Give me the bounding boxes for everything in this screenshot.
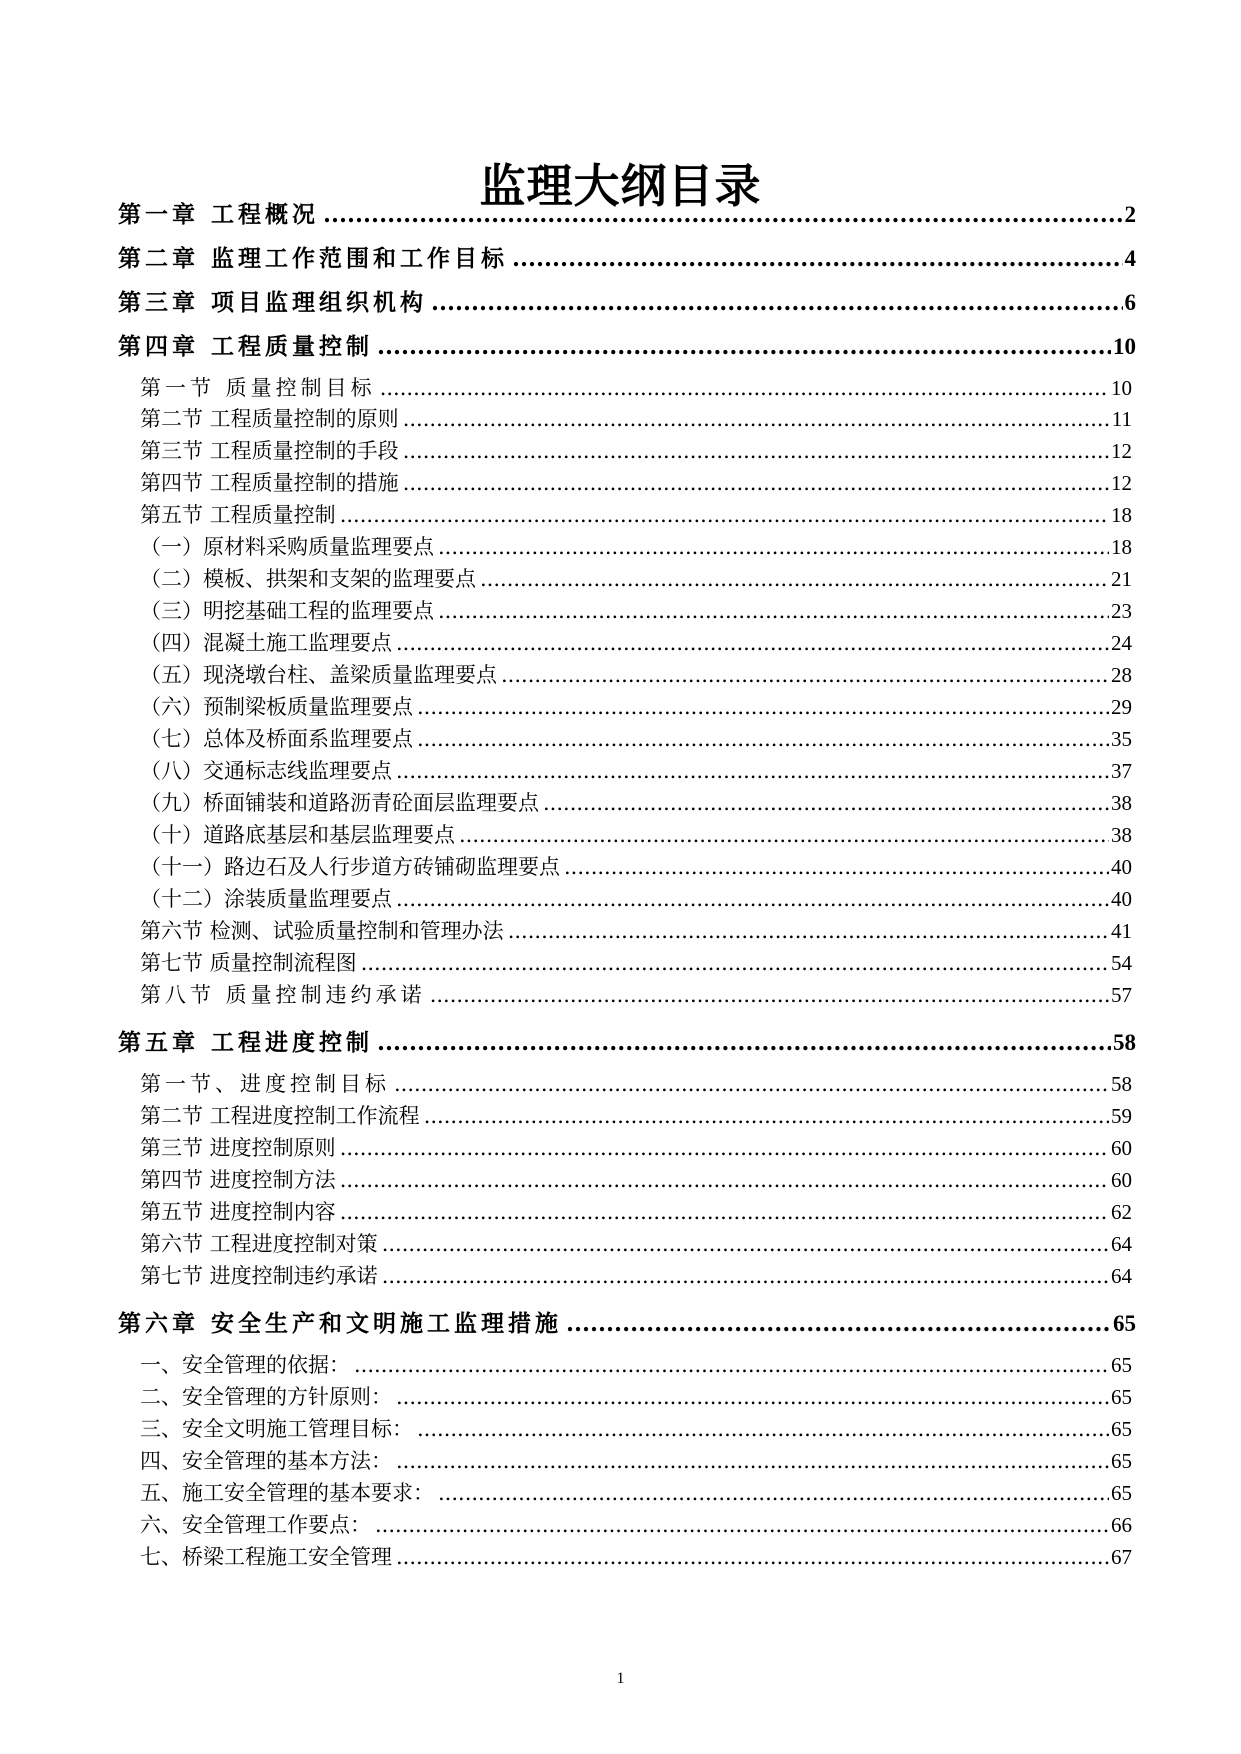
toc-entry-page: 59 xyxy=(1111,1104,1132,1128)
toc-section[interactable] xyxy=(140,947,1132,977)
toc-leader-dots xyxy=(417,1417,1109,1441)
toc-chapter-4[interactable] xyxy=(118,328,1136,361)
toc-leader-dots xyxy=(403,471,1109,495)
toc-section[interactable] xyxy=(140,1509,1132,1539)
toc-section[interactable] xyxy=(140,1381,1132,1411)
toc-leader-dots xyxy=(512,245,1122,272)
toc-entry-label: 四、安全管理的基本方法： xyxy=(140,1449,392,1473)
toc-entry-page: 24 xyxy=(1111,631,1132,655)
toc-entry-page: 65 xyxy=(1113,1311,1136,1336)
toc-entry-label: 第六节 检测、试验质量控制和管理办法 xyxy=(140,919,504,943)
toc-entry-label: 第一节 质量控制目标 xyxy=(140,376,376,400)
toc-section[interactable] xyxy=(140,1413,1132,1443)
toc-entry-page: 38 xyxy=(1111,823,1132,847)
toc-entry-page: 64 xyxy=(1111,1264,1132,1288)
toc-entry-page: 60 xyxy=(1111,1136,1132,1160)
toc-leader-dots xyxy=(564,855,1109,879)
toc-entry-page: 58 xyxy=(1111,1072,1132,1096)
toc-section[interactable] xyxy=(140,1100,1132,1130)
toc-section[interactable] xyxy=(140,467,1132,497)
toc-chapter-3[interactable] xyxy=(118,284,1136,317)
toc-entry-page: 67 xyxy=(1111,1545,1132,1569)
toc-section[interactable] xyxy=(140,1445,1132,1475)
toc-entry-page: 62 xyxy=(1111,1200,1132,1224)
toc-entry-label: 第五章 工程进度控制 xyxy=(118,1029,374,1056)
toc-leader-dots xyxy=(396,1545,1109,1569)
toc-leader-dots xyxy=(396,631,1109,655)
toc-section[interactable] xyxy=(140,499,1132,529)
toc-section[interactable] xyxy=(140,435,1132,465)
toc-entry-page: 28 xyxy=(1111,663,1132,687)
page-number: 1 xyxy=(616,1670,625,1687)
toc-section[interactable] xyxy=(140,1260,1132,1290)
toc-leader-dots xyxy=(340,1168,1109,1192)
toc-entry-label: 第六章 安全生产和文明施工监理措施 xyxy=(118,1310,563,1337)
toc-subsection[interactable] xyxy=(140,595,1132,625)
toc-leader-dots xyxy=(417,727,1109,751)
toc-entry-page: 12 xyxy=(1111,439,1132,463)
toc-entry-page: 4 xyxy=(1124,246,1136,271)
toc-leader-dots xyxy=(438,535,1109,559)
toc-entry-page: 54 xyxy=(1111,951,1132,975)
toc-subsection[interactable] xyxy=(140,531,1132,561)
toc-subsection[interactable] xyxy=(140,787,1132,817)
toc-section[interactable] xyxy=(140,1541,1132,1571)
toc-entry-label: 三、安全文明施工管理目标： xyxy=(140,1417,413,1441)
toc-entry-page: 65 xyxy=(1111,1417,1132,1441)
toc-chapter-2[interactable] xyxy=(118,240,1136,273)
toc-leader-dots xyxy=(403,439,1109,463)
toc-entry-label: 五、施工安全管理的基本要求： xyxy=(140,1481,434,1505)
toc-entry-page: 41 xyxy=(1111,919,1132,943)
toc-entry-page: 6 xyxy=(1124,290,1136,315)
toc-leader-dots xyxy=(340,503,1109,527)
toc-leader-dots xyxy=(382,1232,1109,1256)
toc-subsection[interactable] xyxy=(140,627,1132,657)
toc-section[interactable] xyxy=(140,915,1132,945)
toc-entry-label: 第二章 监理工作范围和工作目标 xyxy=(118,245,509,272)
toc-leader-dots xyxy=(396,1449,1109,1473)
toc-entry-page: 10 xyxy=(1113,334,1136,359)
toc-subsection[interactable] xyxy=(140,659,1132,689)
toc-leader-dots xyxy=(417,695,1109,719)
toc-subsection[interactable] xyxy=(140,851,1132,881)
toc-entry-label: 第三章 项目监理组织机构 xyxy=(118,289,428,316)
toc-entry-page: 12 xyxy=(1111,471,1132,495)
toc-entry-label: （三）明挖基础工程的监理要点 xyxy=(140,599,434,623)
toc-entry-page: 65 xyxy=(1111,1481,1132,1505)
toc-leader-dots xyxy=(377,1029,1111,1056)
toc-leader-dots xyxy=(566,1310,1111,1337)
toc-entry-page: 58 xyxy=(1113,1030,1136,1055)
toc-entry-label: 六、安全管理工作要点： xyxy=(140,1513,371,1537)
toc-entry-page: 65 xyxy=(1111,1449,1132,1473)
toc-entry-label: 第三节 工程质量控制的手段 xyxy=(140,439,399,463)
toc-entry-page: 11 xyxy=(1111,407,1132,431)
toc-entry-label: 第六节 工程进度控制对策 xyxy=(140,1232,378,1256)
toc-entry-label: 第二节 工程质量控制的原则 xyxy=(140,407,399,431)
toc-entry-page: 66 xyxy=(1111,1513,1132,1537)
toc-entry-page: 38 xyxy=(1111,791,1132,815)
toc-entry-page: 18 xyxy=(1111,535,1132,559)
toc-entry-label: （八）交通标志线监理要点 xyxy=(140,759,392,783)
toc-entry-page: 35 xyxy=(1111,727,1132,751)
toc-section[interactable] xyxy=(140,403,1132,433)
toc-entry-label: （五）现浇墩台柱、盖梁质量监理要点 xyxy=(140,663,497,687)
toc-subsection[interactable] xyxy=(140,755,1132,785)
toc-section[interactable] xyxy=(140,1164,1132,1194)
toc-entry-label: 二、安全管理的方针原则： xyxy=(140,1385,392,1409)
toc-subsection[interactable] xyxy=(140,883,1132,913)
toc-leader-dots xyxy=(340,1200,1109,1224)
toc-entry-label: （六）预制梁板质量监理要点 xyxy=(140,695,413,719)
toc-section[interactable] xyxy=(140,1477,1132,1507)
toc-entry-label: 七、桥梁工程施工安全管理 xyxy=(140,1545,392,1569)
toc-entry-label: 第五节 进度控制内容 xyxy=(140,1200,336,1224)
toc-entry-label: （一）原材料采购质量监理要点 xyxy=(140,535,434,559)
toc-leader-dots xyxy=(396,759,1109,783)
toc-leader-dots xyxy=(459,823,1109,847)
toc-entry-label: 第四章 工程质量控制 xyxy=(118,333,374,360)
toc-entry-label: （九）桥面铺装和道路沥青砼面层监理要点 xyxy=(140,791,539,815)
toc-entry-page: 23 xyxy=(1111,599,1132,623)
toc-entry-label: 第五节 工程质量控制 xyxy=(140,503,336,527)
toc-entry-label: 第二节 工程进度控制工作流程 xyxy=(140,1104,420,1128)
toc-entry-page: 40 xyxy=(1111,887,1132,911)
toc-leader-dots xyxy=(396,1385,1109,1409)
toc-entry-page: 40 xyxy=(1111,855,1132,879)
toc-leader-dots xyxy=(323,201,1122,228)
toc-entry-label: （十一）路边石及人行步道方砖铺砌监理要点 xyxy=(140,855,560,879)
toc-leader-dots xyxy=(377,333,1111,360)
toc-leader-dots xyxy=(424,1104,1109,1128)
toc-chapter-1[interactable] xyxy=(118,196,1136,229)
toc-entry-label: 第八节 质量控制违约承诺 xyxy=(140,983,426,1007)
toc-leader-dots xyxy=(403,407,1110,431)
toc-entry-page: 37 xyxy=(1111,759,1132,783)
toc-entry-page: 60 xyxy=(1111,1168,1132,1192)
toc-section[interactable] xyxy=(140,1196,1132,1226)
toc-entry-page: 57 xyxy=(1111,983,1132,1007)
toc-leader-dots xyxy=(354,1353,1109,1377)
toc-leader-dots xyxy=(480,567,1109,591)
toc-subsection[interactable] xyxy=(140,691,1132,721)
toc-section[interactable] xyxy=(140,1132,1132,1162)
toc-section[interactable] xyxy=(140,1068,1132,1098)
toc-leader-dots xyxy=(438,1481,1109,1505)
toc-subsection[interactable] xyxy=(140,723,1132,753)
toc-entry-label: （七）总体及桥面系监理要点 xyxy=(140,727,413,751)
toc-leader-dots xyxy=(380,376,1109,400)
toc-entry-page: 65 xyxy=(1111,1385,1132,1409)
toc-entry-label: （十二）涂装质量监理要点 xyxy=(140,887,392,911)
toc-leader-dots xyxy=(430,983,1109,1007)
toc-leader-dots xyxy=(438,599,1109,623)
toc-leader-dots xyxy=(508,919,1109,943)
toc-leader-dots xyxy=(375,1513,1109,1537)
toc-entry-page: 10 xyxy=(1111,376,1132,400)
toc-leader-dots xyxy=(396,887,1109,911)
toc-leader-dots xyxy=(382,1264,1109,1288)
toc-entry-label: 第七节 进度控制违约承诺 xyxy=(140,1264,378,1288)
toc-leader-dots xyxy=(394,1072,1109,1096)
toc-leader-dots xyxy=(543,791,1109,815)
toc-entry-label: 第四节 进度控制方法 xyxy=(140,1168,336,1192)
toc-leader-dots xyxy=(361,951,1109,975)
toc-chapter-5[interactable] xyxy=(118,1024,1136,1057)
toc-leader-dots xyxy=(340,1136,1109,1160)
toc-entry-label: 一、安全管理的依据： xyxy=(140,1353,350,1377)
page-title: 监理大纲目录 xyxy=(479,159,762,213)
toc-section[interactable] xyxy=(140,1349,1132,1379)
toc-leader-dots xyxy=(431,289,1122,316)
toc-entry-page: 64 xyxy=(1111,1232,1132,1256)
toc-chapter-6[interactable] xyxy=(118,1305,1136,1338)
toc-entry-label: （十）道路底基层和基层监理要点 xyxy=(140,823,455,847)
toc-entry-label: 第一章 工程概况 xyxy=(118,201,320,228)
toc-entry-label: （二）模板、拱架和支架的监理要点 xyxy=(140,567,476,591)
toc-entry-label: 第四节 工程质量控制的措施 xyxy=(140,471,399,495)
toc-section[interactable] xyxy=(140,372,1132,402)
toc-section[interactable] xyxy=(140,1228,1132,1258)
toc-entry-page: 65 xyxy=(1111,1353,1132,1377)
toc-entry-page: 18 xyxy=(1111,503,1132,527)
toc-leader-dots xyxy=(501,663,1109,687)
toc-entry-page: 21 xyxy=(1111,567,1132,591)
toc-entry-page: 29 xyxy=(1111,695,1132,719)
toc-subsection[interactable] xyxy=(140,563,1132,593)
toc-section[interactable] xyxy=(140,979,1132,1009)
toc-entry-label: （四）混凝土施工监理要点 xyxy=(140,631,392,655)
toc-entry-label: 第七节 质量控制流程图 xyxy=(140,951,357,975)
toc-entry-label: 第三节 进度控制原则 xyxy=(140,1136,336,1160)
toc-subsection[interactable] xyxy=(140,819,1132,849)
toc-entry-label: 第一节、进度控制目标 xyxy=(140,1072,390,1096)
toc-entry-page: 2 xyxy=(1124,202,1136,227)
